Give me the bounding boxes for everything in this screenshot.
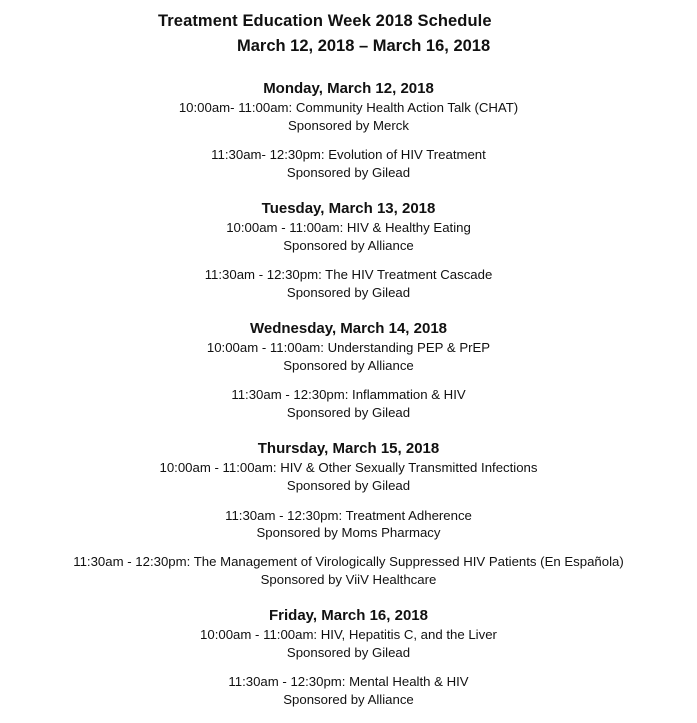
schedule-title: Treatment Education Week 2018 Schedule — [158, 12, 492, 30]
session-title: 10:00am - 11:00am: Understanding PEP & PrEP — [206, 340, 491, 355]
session-title: 11:30am - 12:30pm: The HIV Treatment Cascade — [204, 267, 493, 282]
session-title: 11:30am - 12:30pm: Treatment Adherence — [225, 508, 472, 523]
session-sponsor: Sponsored by Gilead — [286, 405, 411, 420]
session-sponsor: Sponsored by Gilead — [286, 645, 411, 660]
session-title: 11:30am- 12:30pm: Evolution of HIV Treatment — [211, 147, 486, 162]
session-sponsor: Sponsored by Gilead — [286, 165, 411, 180]
schedule-dates: March 12, 2018 – March 16, 2018 — [237, 37, 491, 55]
session-title: 10:00am- 11:00am: Community Health Action Talk (CHAT) — [178, 100, 519, 115]
session-sponsor: Sponsored by ViiV Healthcare — [260, 572, 437, 587]
day-heading-wednesday: Wednesday, March 14, 2018 — [249, 320, 448, 337]
session-title: 11:30am - 12:30pm: Inflammation & HIV — [231, 387, 466, 402]
day-heading-tuesday: Tuesday, March 13, 2018 — [261, 200, 436, 217]
session-title: 10:00am - 11:00am: HIV, Hepatitis C, and the Liver — [200, 627, 497, 642]
session-sponsor: Sponsored by Alliance — [283, 692, 414, 707]
day-heading-thursday: Thursday, March 15, 2018 — [257, 440, 440, 457]
day-heading-monday: Monday, March 12, 2018 — [263, 80, 434, 97]
session-title: 10:00am - 11:00am: HIV & Other Sexually Transmitted Infections — [159, 460, 538, 475]
session-title: 11:30am - 12:30pm: Mental Health & HIV — [228, 674, 469, 689]
session-title: 11:30am - 12:30pm: The Management of Virologically Suppressed HIV Patients (En Española) — [73, 554, 624, 569]
session-sponsor: Sponsored by Alliance — [283, 358, 414, 373]
session-sponsor: Sponsored by Gilead — [286, 478, 411, 493]
day-heading-friday: Friday, March 16, 2018 — [269, 607, 428, 624]
session-sponsor: Sponsored by Moms Pharmacy — [256, 525, 441, 540]
session-sponsor: Sponsored by Alliance — [283, 238, 414, 253]
session-sponsor: Sponsored by Gilead — [286, 285, 411, 300]
session-title: 10:00am - 11:00am: HIV & Healthy Eating — [226, 220, 471, 235]
session-sponsor: Sponsored by Merck — [288, 118, 409, 133]
